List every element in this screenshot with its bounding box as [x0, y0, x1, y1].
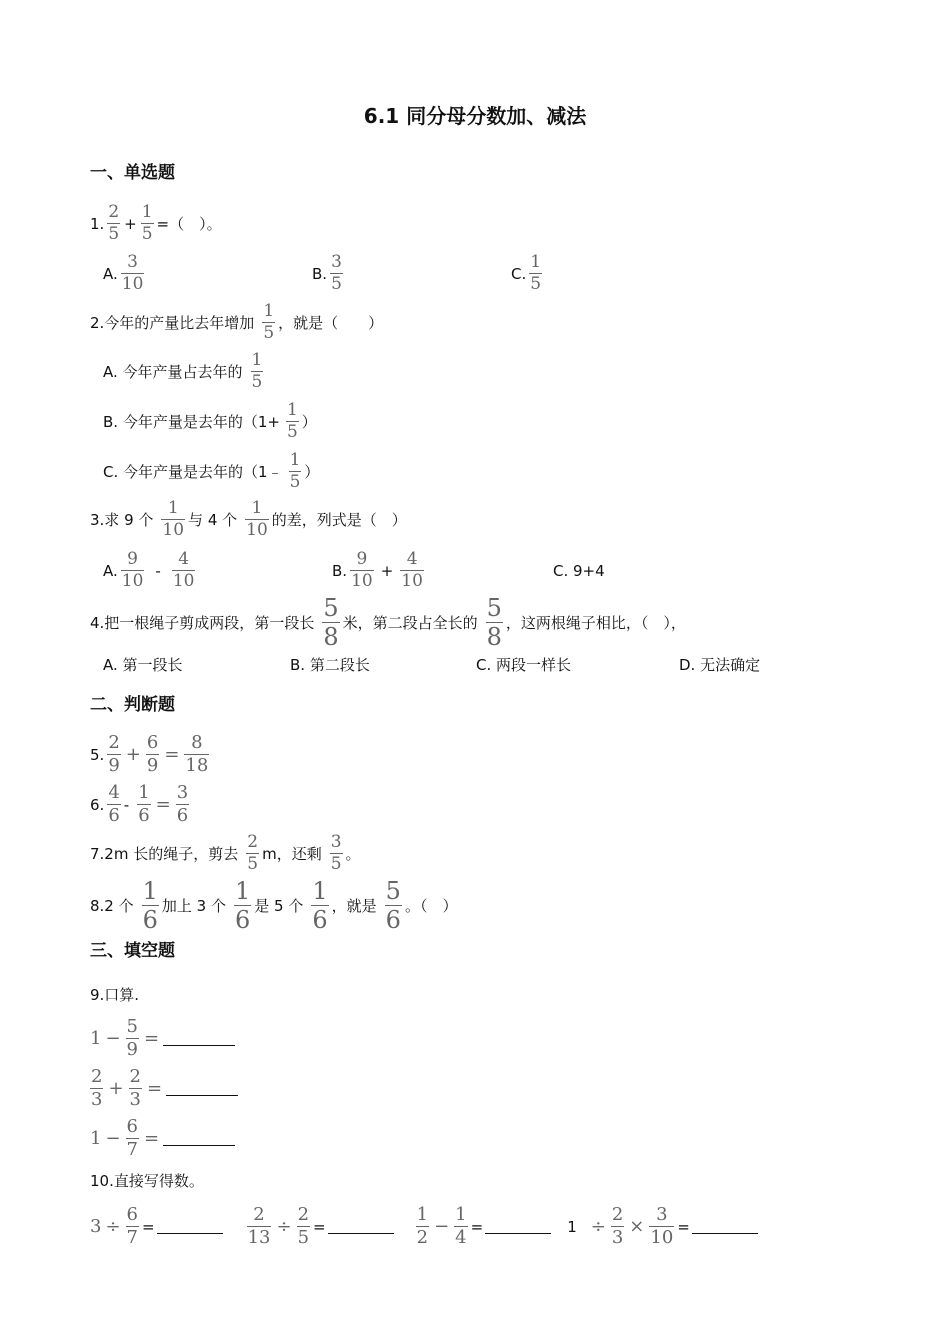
q4-option-d[interactable]: D. 无法确定 — [679, 656, 761, 674]
question-6: 6. $\frac{4}{6}$ - $\frac{1}{6}$ = $\frac{3}{6}$ — [90, 782, 189, 826]
answer-blank[interactable] — [166, 1081, 238, 1096]
question-9: 9.口算. — [90, 986, 140, 1004]
q1-option-b[interactable]: B. $\frac{3}{5}$ — [312, 252, 342, 294]
q2-option-a[interactable]: A. 今年产量占去年的 $\frac{1}{5}$ — [103, 350, 263, 392]
q3-option-a[interactable]: A. $\frac{9}{10}$ - $\frac{4}{10}$ — [103, 549, 195, 591]
question-7: 7.2m 长的绳子，剪去 $\frac{2}{5}$ m，还剩 $\frac{3}{5}$ 。 — [90, 832, 361, 874]
question-2: 2.今年的产量比去年增加 $\frac{1}{5}$ ，就是（ ） — [90, 301, 384, 343]
answer-blank[interactable] — [692, 1219, 758, 1234]
question-8: 8.2 个 $\frac{1}{6}$ 加上 3 个 $\frac{1}{6}$ 是 5 个 $\frac{1}{6}$ ，就是 $\frac{5}{6}$ 。（ ） — [90, 877, 458, 934]
q2-option-b[interactable]: B. 今年产量是去年的（1+ $\frac{1}{5}$ ） — [103, 400, 317, 442]
q9-line-1: 1 − $\frac{5}{9}$ = — [90, 1018, 237, 1059]
section-heading-fill-blank: 三、填空题 — [90, 941, 175, 961]
fraction: $\frac{1}{5}$ — [141, 202, 153, 244]
answer-blank[interactable] — [163, 1031, 235, 1046]
q4-option-c[interactable]: C. 两段一样长 — [476, 656, 572, 674]
q4-option-b[interactable]: B. 第二段长 — [290, 656, 370, 674]
answer-blank[interactable] — [163, 1131, 235, 1146]
q2-option-c[interactable]: C. 今年产量是去年的（1﹣ $\frac{1}{5}$ ） — [103, 450, 320, 492]
page-title: 6.1 同分母分数加、减法 — [363, 104, 587, 128]
q4-option-a[interactable]: A. 第一段长 — [103, 656, 183, 674]
question-4: 4.把一根绳子剪成两段，第一段长 $\frac{5}{8}$ 米，第二段占全长的 $\frac{5}{8}$ ，这两根绳子相比，（ ）， — [90, 594, 686, 651]
answer-blank[interactable] — [485, 1219, 551, 1234]
q9-line-3: 1 − $\frac{6}{7}$ = — [90, 1118, 237, 1159]
answer-blank[interactable] — [157, 1219, 223, 1234]
section-heading-true-false: 二、判断题 — [90, 695, 175, 715]
question-1: 1. $\frac{2}{5}$ + $\frac{1}{5}$ =（ ）。 — [90, 202, 222, 244]
section-heading-single-choice: 一、单选题 — [90, 163, 175, 183]
question-10: 10.直接写得数。 — [90, 1172, 204, 1190]
fraction: $\frac{2}{5}$ — [108, 202, 120, 244]
answer-blank[interactable] — [328, 1219, 394, 1234]
q1-option-c[interactable]: C. $\frac{1}{5}$ — [511, 252, 542, 294]
q10-expressions: 3 ÷ $\frac{6}{7}$ = $\frac{2}{13}$ ÷ $\frac{2}{5}$ = $\frac{1}{2}$ − $\frac{1}{4}$ = 1 ÷ $\frac{2}{3}$ × $\frac{3}{10}$ = — [90, 1206, 760, 1247]
q3-option-c[interactable]: C. 9+4 — [553, 562, 605, 580]
q3-option-b[interactable]: B. $\frac{9}{10}$ + $\frac{4}{10}$ — [332, 549, 423, 591]
q1-option-a[interactable]: A. $\frac{3}{10}$ — [103, 252, 144, 294]
question-5: 5. $\frac{2}{9}$ + $\frac{6}{9}$ = $\frac{8}{18}$ — [90, 732, 209, 776]
question-3: 3.求 9 个 $\frac{1}{10}$ 与 4 个 $\frac{1}{10}$ 的差，列式是（ ） — [90, 498, 407, 540]
q9-line-2: $\frac{2}{3}$ + $\frac{2}{3}$ = — [90, 1068, 240, 1109]
